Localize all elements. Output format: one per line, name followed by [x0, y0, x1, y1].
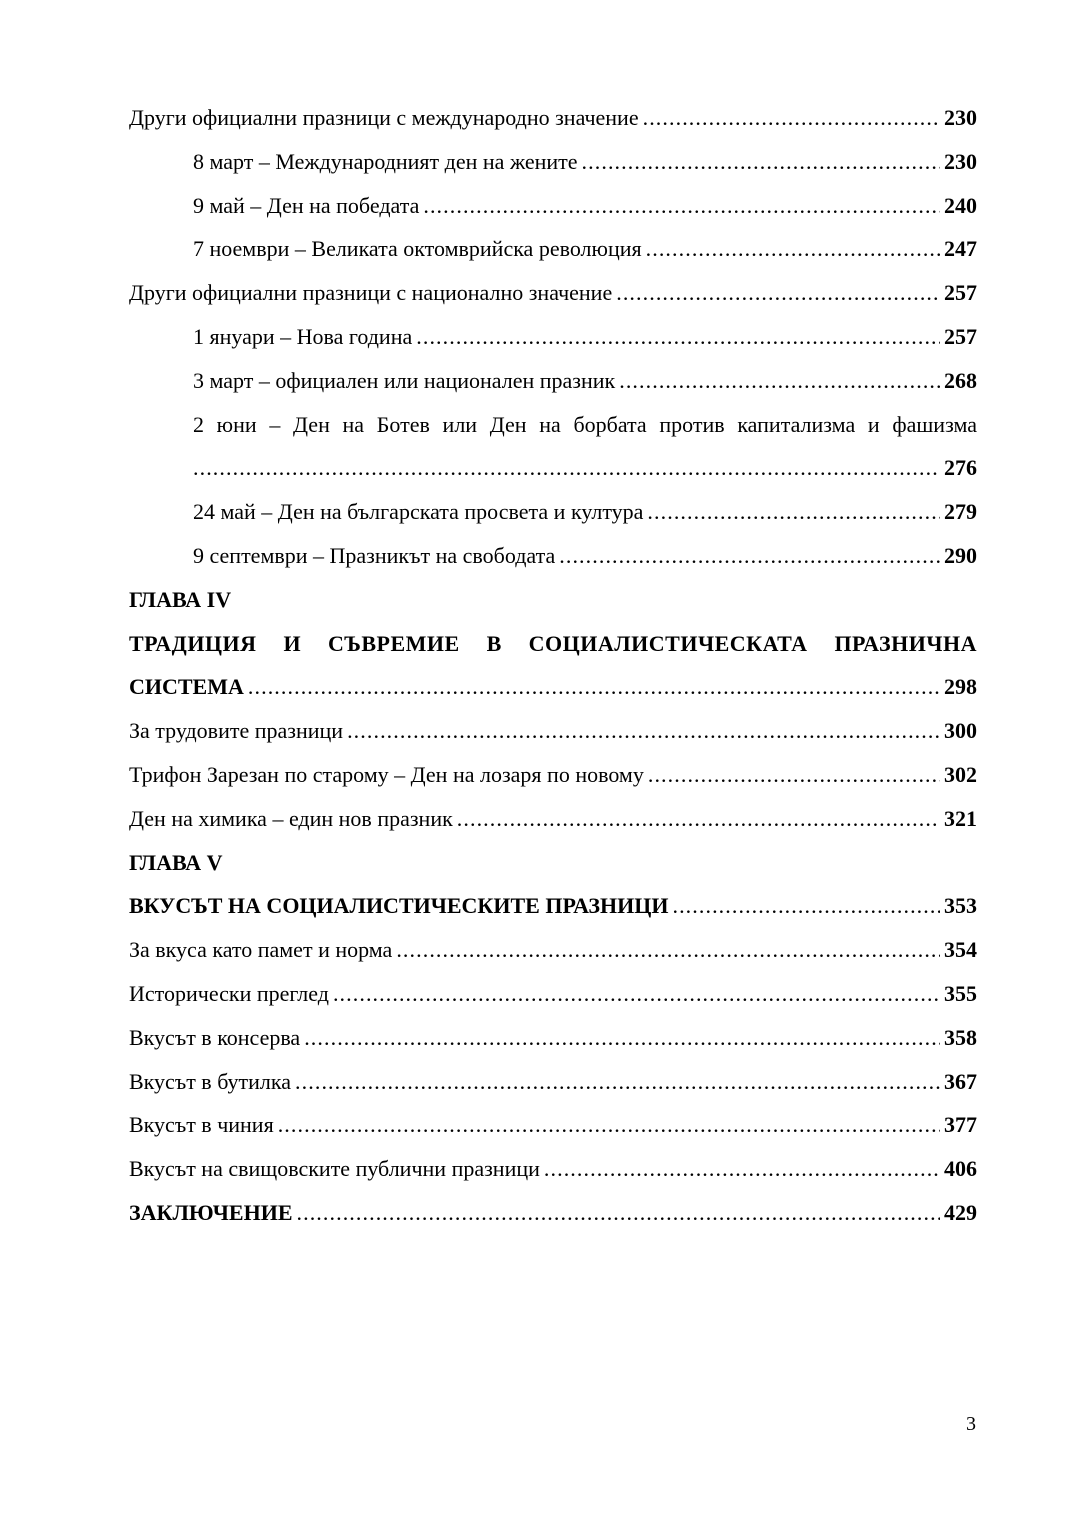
dot-leader [347, 709, 940, 753]
toc-entry-page: 257 [944, 323, 977, 349]
toc-entry [129, 753, 977, 797]
page-number: 3 [966, 1413, 976, 1435]
toc-entry [129, 972, 977, 1016]
toc-entry [129, 884, 977, 928]
dot-leader [643, 96, 940, 140]
dot-leader [396, 928, 940, 972]
toc-entry [129, 271, 977, 315]
toc-entry-page: 300 [944, 718, 977, 744]
dot-leader [278, 1103, 940, 1147]
toc-entry [129, 1103, 977, 1147]
chapter-label: ГЛАВА IV [129, 586, 232, 612]
toc-entry-title: Вкусът в консерва [129, 1024, 301, 1050]
toc-entry-page: 302 [944, 761, 977, 787]
dot-leader [248, 665, 940, 709]
toc-entry-page: 247 [944, 236, 977, 262]
dot-leader [416, 315, 940, 359]
toc-entry [129, 1147, 977, 1191]
toc-entry [129, 534, 977, 578]
dot-leader [423, 184, 940, 228]
toc-entry-page: 279 [944, 499, 977, 525]
chapter-heading [129, 578, 977, 622]
toc-entry-page: 290 [944, 542, 977, 568]
toc-entry-page: 268 [944, 367, 977, 393]
toc-entry-title: 9 септември – Празникът на свободата [193, 542, 556, 568]
toc-entry-continuation [129, 446, 977, 490]
chapter-label: ГЛАВА V [129, 849, 223, 875]
toc-entry-title: 1 януари – Нова година [193, 323, 413, 349]
toc-entry-title: 2 юни – Ден на Ботев или Ден на борбата против капитализма и фашизма [193, 411, 977, 437]
dot-leader [648, 753, 940, 797]
toc-entry-page: 354 [944, 937, 977, 963]
toc-entry-title: ВКУСЪТ НА СОЦИАЛИСТИЧЕСКИТЕ ПРАЗНИЦИ [129, 893, 669, 919]
toc-entry [129, 184, 977, 228]
chapter-title-line: ТРАДИЦИЯ И СЪВРЕМИЕ В СОЦИАЛИСТИЧЕСКАТА ПРАЗНИЧНА [129, 630, 977, 656]
toc-entry [129, 665, 977, 709]
toc-entry-page: 358 [944, 1024, 977, 1050]
toc-entry-page: 353 [944, 893, 977, 919]
dot-leader [559, 534, 940, 578]
toc-entry-title: Вкусът в чиния [129, 1112, 274, 1138]
toc-entry-title: Ден на химика – един нов празник [129, 805, 453, 831]
toc-entry-title: 7 ноември – Великата октомврийска революция [193, 236, 642, 262]
dot-leader [616, 271, 940, 315]
dot-leader [619, 359, 940, 403]
toc-entry-page: 321 [944, 805, 977, 831]
toc-entry-title: За вкуса като памет и норма [129, 937, 393, 963]
dot-leader [646, 227, 940, 271]
toc-entry-page: 406 [944, 1156, 977, 1182]
dot-leader [304, 1016, 940, 1060]
toc-entry-page: 257 [944, 280, 977, 306]
toc-entry [129, 1060, 977, 1104]
toc-entry [129, 928, 977, 972]
dot-leader [457, 797, 940, 841]
dot-leader [333, 972, 940, 1016]
chapter-title [129, 622, 977, 666]
dot-leader [295, 1060, 940, 1104]
toc-entry-title: Други официални празници с национално значение [129, 280, 613, 306]
toc-entry-page: 276 [944, 455, 977, 481]
toc-entry-title: 24 май – Ден на българската просвета и култура [193, 499, 644, 525]
toc-entry-page: 367 [944, 1068, 977, 1094]
toc-entry [129, 1016, 977, 1060]
dot-leader [647, 490, 940, 534]
dot-leader [672, 884, 940, 928]
toc-entry-page: 230 [944, 148, 977, 174]
toc-entry-title: Вкусът на свищовските публични празници [129, 1156, 540, 1182]
toc-entry-page: 355 [944, 980, 977, 1006]
dot-leader [544, 1147, 940, 1191]
toc-entry [129, 96, 977, 140]
toc-entry [129, 1191, 977, 1235]
toc-entry-title: Исторически преглед [129, 980, 329, 1006]
toc-entry-page: 377 [944, 1112, 977, 1138]
toc-entry-title: 3 март – официален или национален празник [193, 367, 616, 393]
dot-leader [193, 446, 940, 490]
toc-entry [129, 403, 977, 447]
toc-entry [129, 315, 977, 359]
toc-entry [129, 709, 977, 753]
toc-entry [129, 359, 977, 403]
toc-entry-title: За трудовите празници [129, 718, 344, 744]
toc-entry-title: СИСТЕМА [129, 674, 244, 700]
chapter-heading [129, 841, 977, 885]
toc-entry-title: ЗАКЛЮЧЕНИЕ [129, 1199, 293, 1225]
toc-entry-page: 298 [944, 674, 977, 700]
toc-entry-title: 8 март – Международният ден на жените [193, 148, 578, 174]
toc-entry [129, 227, 977, 271]
toc-entry-page: 240 [944, 192, 977, 218]
table-of-contents [129, 96, 977, 1235]
toc-entry [129, 490, 977, 534]
toc-entry-title: Други официални празници с международно значение [129, 105, 639, 130]
toc-entry-title: 9 май – Ден на победата [193, 192, 420, 218]
toc-entry-title: Вкусът в бутилка [129, 1068, 292, 1094]
toc-entry-page: 429 [944, 1199, 977, 1225]
dot-leader [582, 140, 940, 184]
toc-entry [129, 140, 977, 184]
dot-leader [297, 1191, 941, 1235]
toc-entry-title: Трифон Зарезан по старому – Ден на лозаря по новому [129, 761, 644, 787]
toc-entry [129, 797, 977, 841]
toc-entry-page: 230 [944, 105, 977, 130]
